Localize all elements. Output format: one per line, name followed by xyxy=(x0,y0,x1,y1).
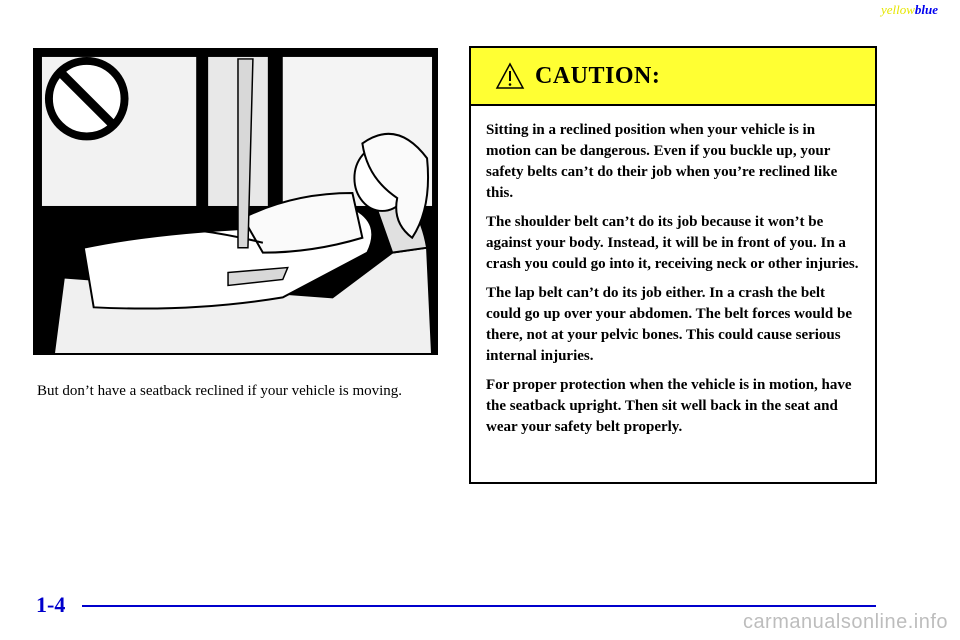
caution-header xyxy=(471,48,875,106)
page-number: 1-4 xyxy=(36,592,66,617)
caution-paragraph: Sitting in a reclined position when your vehicle is in motion can be dangerous. Even if you buckle up, your safety belts can’t do their job when you’re reclined like this. xyxy=(486,122,838,201)
warning-triangle-icon xyxy=(495,62,525,90)
body-paragraph: But don’t have a seatback reclined if your vehicle is moving. xyxy=(37,383,403,399)
watermark: carmanualsonline.info xyxy=(742,611,948,633)
caution-paragraph: The lap belt can’t do its job either. In a crash the belt could go up over your abdomen. The belt forces would be there, not at your pelvic bones. This could cause serious internal injuries. xyxy=(486,285,853,364)
prohibition-icon xyxy=(49,61,125,137)
caution-paragraph: The shoulder belt can’t do its job because it won’t be against your body. Instead, it will be in front of you. In a crash you could go into it, receiving neck or other injuries. xyxy=(486,214,859,272)
color-tag-yellow: yellow xyxy=(880,2,915,17)
color-tag xyxy=(881,2,938,18)
caution-body xyxy=(471,106,875,438)
caution-box xyxy=(469,46,877,484)
caution-paragraph: For proper protection when the vehicle is in motion, have the seatback upright. Then sit well back in the seat and wear your safety belt properly. xyxy=(486,377,852,435)
reclined-passenger-illustration xyxy=(33,48,438,355)
color-tag-blue: blue xyxy=(914,2,938,17)
illustration-drawing xyxy=(34,49,437,354)
footer-divider xyxy=(82,605,876,607)
caution-title: CAUTION: xyxy=(535,62,661,89)
